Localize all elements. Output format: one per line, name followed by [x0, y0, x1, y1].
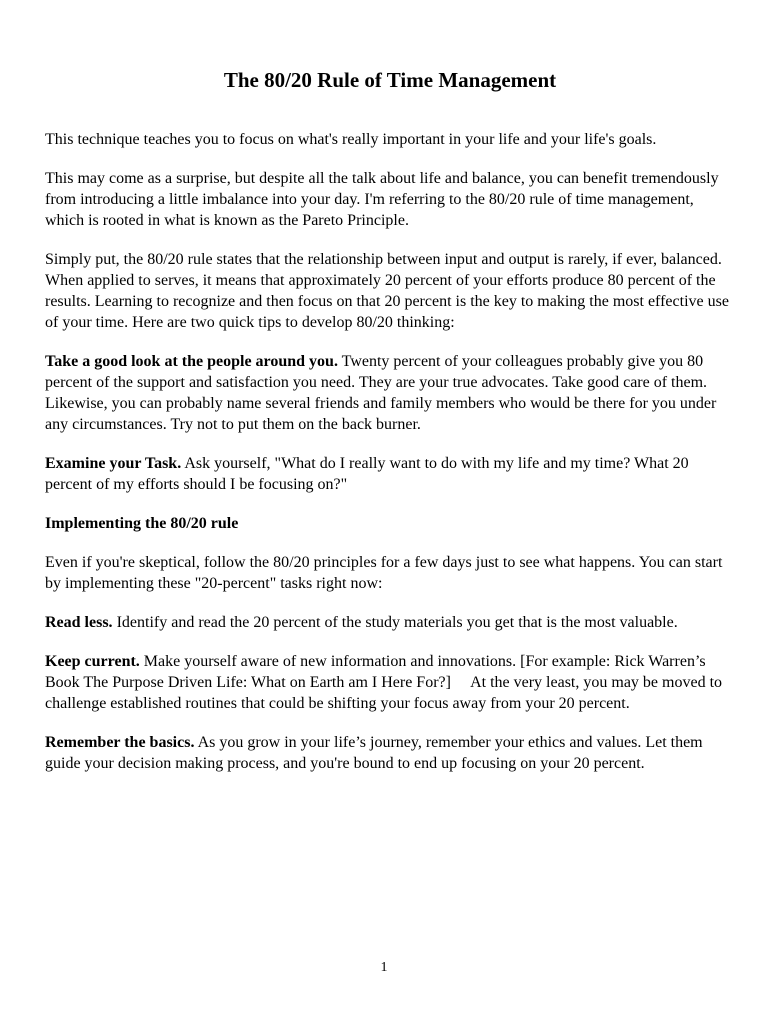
tip-people-lead: Take a good look at the people around you. [45, 353, 338, 370]
page-number: 1 [380, 960, 388, 975]
read-less-text: Identify and read the 20 percent of the study materials you get that is the most valuable. [112, 614, 678, 631]
tip-people-text: Twenty percent of your colleagues probably give you 80 percent of the support and satisfaction you need. They are your true advocates. Take good care of them. Likewise, you can probably name several friends and family members who would be there for you under any circumstances. Try not to put them on the back burner. [45, 353, 717, 433]
simply-put-paragraph: Simply put, the 80/20 rule states that the relationship between input and output is rarely, if ever, balanced. When applied to serves, it means that approximately 20 percent of your efforts produce 80 percent of the results. Learning to recognize and then focus on that 20 percent is the key to making the most effective use of your time. Here are two quick tips to develop 80/20 thinking: [45, 251, 729, 331]
remember-basics-lead: Remember the basics. [45, 734, 195, 751]
remember-basics-paragraph [45, 732, 735, 774]
tip-task-paragraph [45, 453, 735, 495]
remember-basics-text: As you grow in your life’s journey, remember your ethics and values. Let them guide your decision making process, and you're bound to end up focusing on your 20 percent. [45, 734, 703, 772]
tip-people-paragraph [45, 351, 735, 435]
read-less-paragraph [45, 612, 735, 633]
keep-current-paragraph [45, 651, 735, 714]
surprise-paragraph: This may come as a surprise, but despite all the talk about life and balance, you can benefit tremendously from introducing a little imbalance into your day. I'm referring to the 80/20 rule of time management, which is rooted in what is known as the Pareto Principle. [45, 170, 719, 229]
intro-paragraph: This technique teaches you to focus on what's really important in your life and your life's goals. [45, 131, 657, 148]
document-body [45, 129, 735, 792]
read-less-lead: Read less. [45, 614, 113, 631]
tip-task-text: Ask yourself, "What do I really want to do with my life and my time? What 20 percent of my efforts should I be focusing on?" [45, 455, 689, 493]
keep-current-text: Make yourself aware of new information and innovations. [For example: Rick Warren’s Book The Purpose Driven Life: What on Earth am I Here For?] At the very least, you may be moved to challenge established routines that could be shifting your focus away from your 20 percent. [45, 653, 727, 712]
keep-current-lead: Keep current. [45, 653, 140, 670]
tip-task-lead: Examine your Task. [45, 455, 182, 472]
implementing-intro-paragraph: Even if you're skeptical, follow the 80/20 principles for a few days just to see what happens. You can start by implementing these "20-percent" tasks right now: [45, 554, 723, 592]
page-title: The 80/20 Rule of Time Management [223, 68, 557, 92]
implementing-heading: Implementing the 80/20 rule [45, 515, 239, 532]
